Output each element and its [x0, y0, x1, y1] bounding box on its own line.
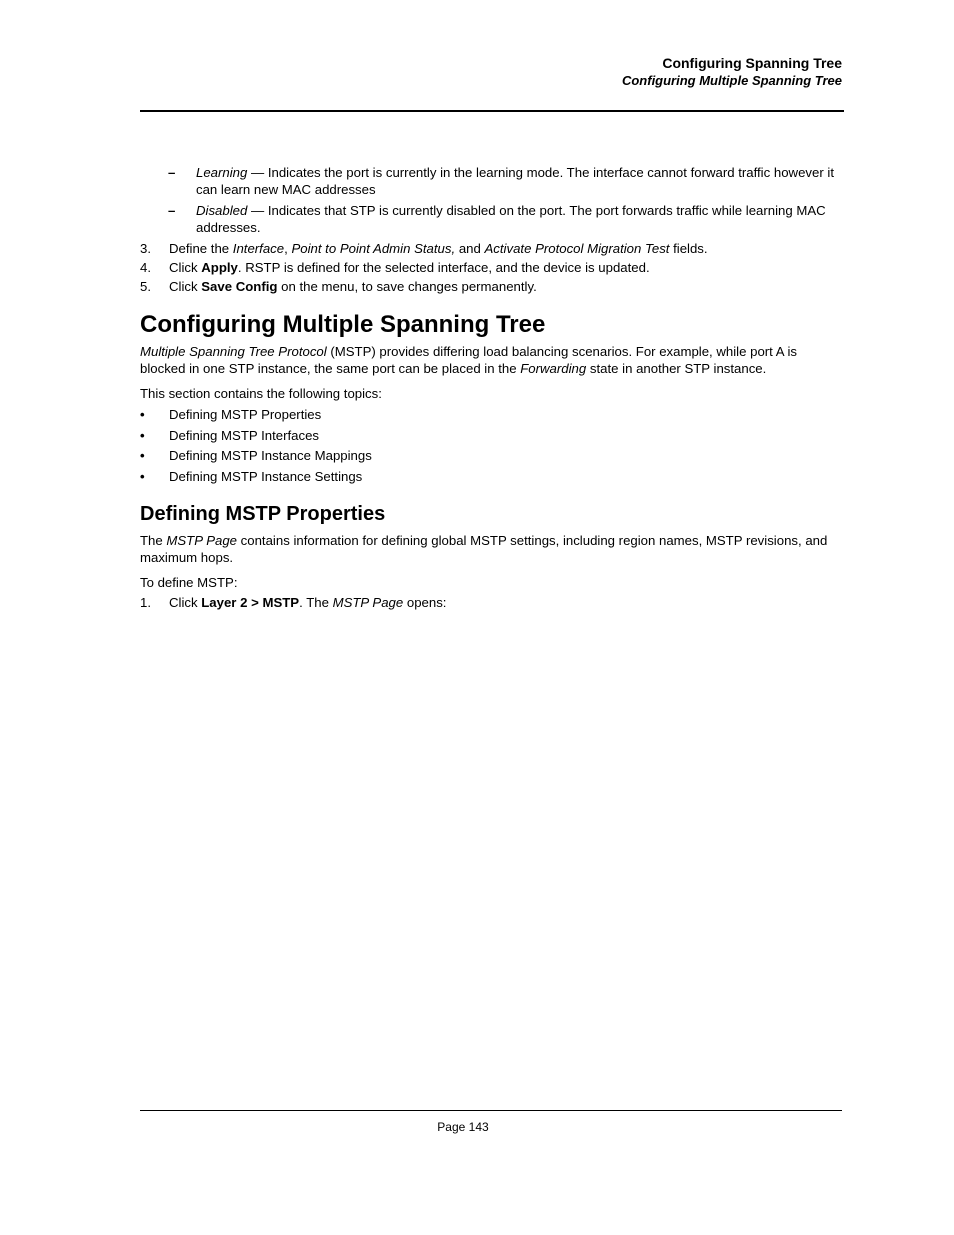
- bullet-marker: •: [140, 448, 145, 463]
- step-text: Click: [169, 260, 202, 275]
- step-4: [140, 259, 844, 276]
- apply-label: Apply: [201, 260, 238, 275]
- footer-divider: [140, 1110, 842, 1111]
- topic-link: Defining MSTP Instance Settings: [169, 468, 363, 484]
- desc-text: contains information for defining global MSTP settings, including region names, MSTP revisions, and maximum hops.: [140, 532, 828, 565]
- term-mstp-page: MSTP Page: [166, 532, 237, 548]
- page-number: Page 143: [437, 1120, 489, 1134]
- field-interface: Interface: [232, 241, 285, 256]
- step-text: and: [455, 241, 485, 256]
- page-content: [140, 164, 844, 613]
- section-title: Configuring Multiple Spanning Tree: [140, 311, 546, 338]
- intro-text: (MSTP) provides differing load balancing scenarios. For example, while port A is blocked in one STP instance, the same port can be placed in the: [140, 344, 798, 376]
- list-item: [140, 406, 844, 423]
- topics-intro: This section contains the following topics:: [140, 386, 382, 401]
- term-mstp-page: MSTP Page: [332, 594, 404, 610]
- term-mstp: Multiple Spanning Tree Protocol: [140, 344, 327, 359]
- header-section-title: Configuring Multiple Spanning Tree: [621, 73, 842, 88]
- step-text: ,: [284, 241, 292, 256]
- desc-text: The: [140, 532, 167, 548]
- step-number: 5.: [140, 279, 151, 294]
- step-text: opens:: [403, 594, 447, 610]
- section-intro: [140, 343, 844, 377]
- list-item: [140, 427, 844, 444]
- subsection-description: [140, 532, 844, 566]
- step-number: 4.: [140, 260, 151, 275]
- dash-marker: –: [168, 165, 176, 180]
- bullet-marker: •: [140, 407, 145, 422]
- step-text: . The: [299, 594, 333, 610]
- step-text: Click: [169, 279, 202, 294]
- step-number: 3.: [140, 241, 151, 256]
- list-item: [140, 468, 844, 485]
- step-text: . RSTP is defined for the selected interface, and the device is updated.: [237, 260, 650, 275]
- menu-path: Layer 2 > MSTP: [201, 594, 300, 610]
- disabled-description: — Indicates that STP is currently disabled on the port. The port forwards traffic while learning MAC addresses.: [196, 203, 826, 235]
- bullet-marker: •: [140, 427, 145, 443]
- learning-description: — Indicates the port is currently in the learning mode. The interface cannot forward traffic however it can learn new MAC addresses: [196, 165, 834, 197]
- subsection-title: Defining MSTP Properties: [140, 502, 386, 525]
- step-text: fields.: [669, 241, 708, 256]
- step-number: 1.: [140, 594, 151, 610]
- term-learning: Learning: [196, 165, 248, 180]
- step-text: Click: [169, 594, 202, 610]
- list-item-learning: [140, 164, 844, 198]
- to-define-label: To define MSTP:: [140, 574, 238, 590]
- step-5: [140, 278, 844, 295]
- term-disabled: Disabled: [196, 203, 248, 218]
- header-divider: [140, 110, 844, 112]
- header-chapter-title: Configuring Spanning Tree: [662, 55, 842, 71]
- topic-link: Defining MSTP Instance Mappings: [169, 448, 372, 463]
- topic-link: Defining MSTP Interfaces: [169, 427, 320, 443]
- term-forwarding: Forwarding: [520, 361, 587, 376]
- field-protocol-migration: Activate Protocol Migration Test: [484, 241, 670, 256]
- step-text: on the menu, to save changes permanently.: [277, 279, 537, 294]
- page-header: [140, 55, 842, 90]
- bullet-marker: •: [140, 468, 145, 484]
- step-1: [140, 594, 844, 611]
- step-text: Define the: [169, 241, 233, 256]
- dash-marker: –: [168, 203, 176, 218]
- field-point-to-point: Point to Point Admin Status,: [291, 241, 456, 256]
- save-config-label: Save Config: [201, 279, 278, 294]
- topic-link: Defining MSTP Properties: [169, 407, 322, 422]
- list-item-disabled: [140, 202, 844, 236]
- intro-text: state in another STP instance.: [586, 361, 767, 376]
- list-item: [140, 447, 844, 464]
- step-3: [140, 240, 844, 257]
